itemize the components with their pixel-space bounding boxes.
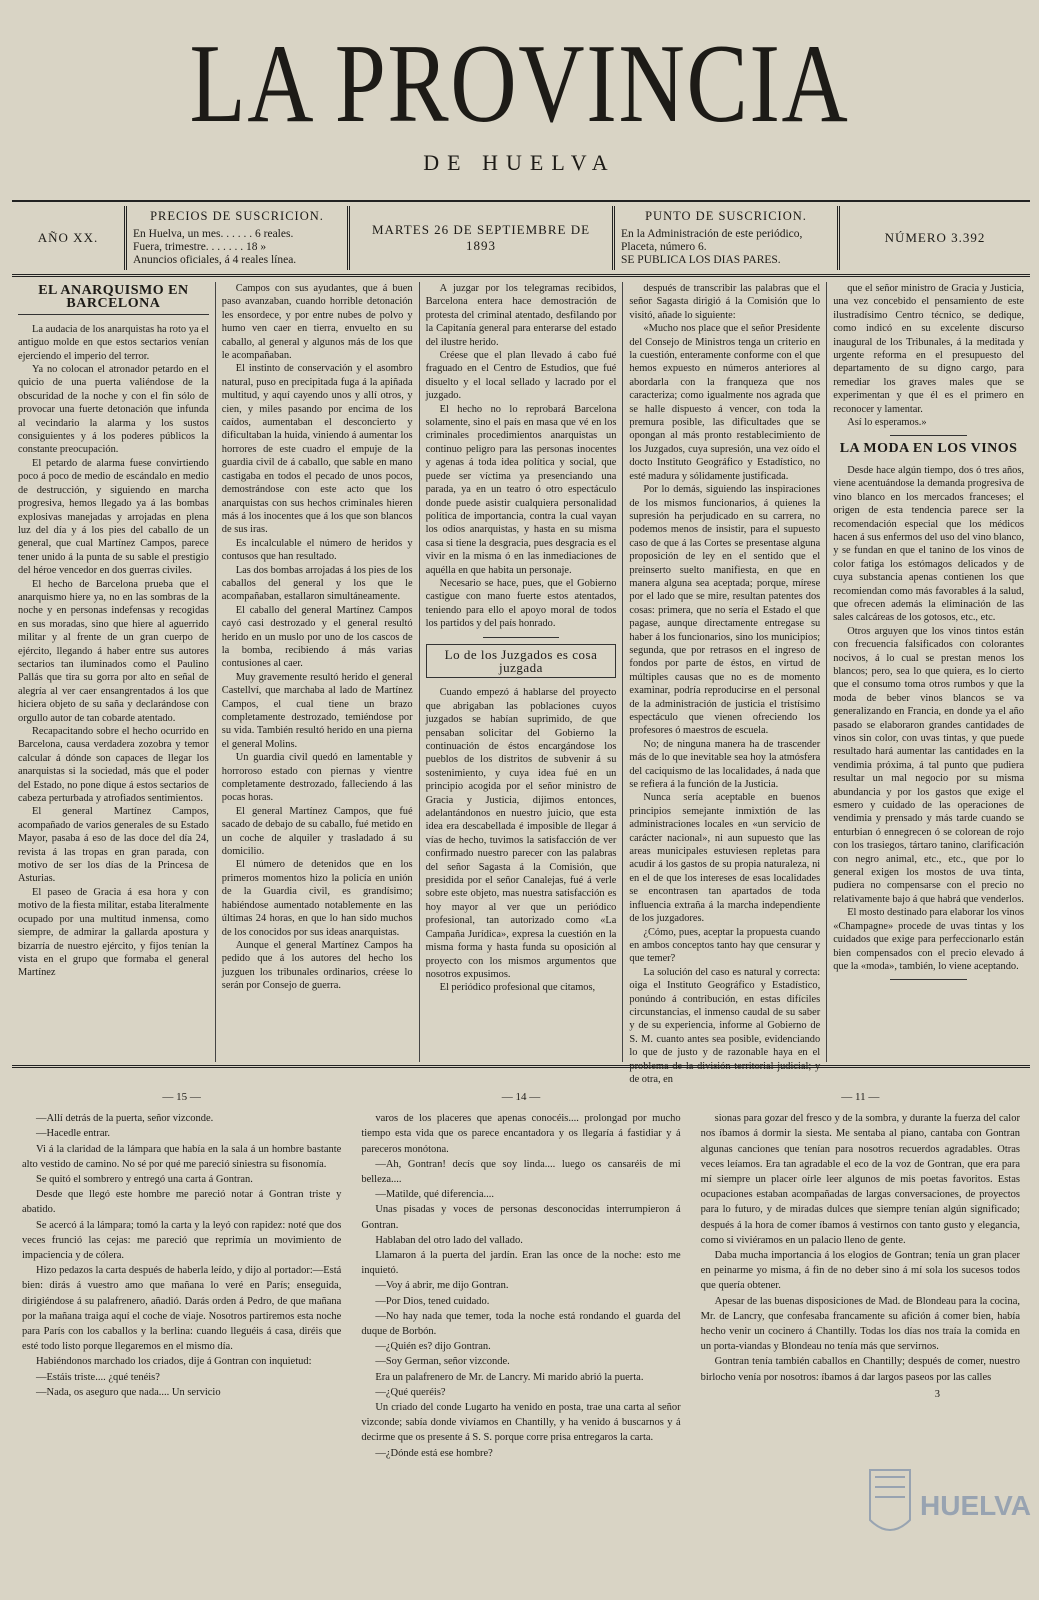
article-paragraph: El hecho de Barcelona prueba que el anarquismo hiere ya, no en las sombras de la noche y en personas indefensas y recogidas en sus moradas, sino que hiere al aguerrido militar y al frente de un gran cuerpo de ejército, llegando á haber entre sus autores sectarios tan iluminados como el Paulino Pallás que tira su gorra por alto en señal de alegría al ver caer ensangrentados á los que hiciera objeto de su saña y declarándose con orgullo autor de tan cobarde atentado. — [18, 578, 209, 724]
folletin-paragraph: Llamaron á la puerta del jardín. Eran las once de la noche: esto me inquietó. — [361, 1250, 681, 1277]
folletin-page-number: — 15 — — [162, 1091, 201, 1103]
issue-number: NÚMERO 3.392 — [884, 230, 986, 245]
folletin-divider — [12, 1065, 1030, 1068]
info-bar — [12, 206, 1030, 270]
article-paragraph: ¿Cómo, pues, aceptar la propuesta cuando en ambos conceptos tanto hay que censurar y que temer? — [629, 926, 821, 965]
folletin-page-number: — 14 — — [501, 1091, 541, 1103]
column-1 — [12, 282, 215, 1062]
folletin-paragraph: —Nada, os aseguro que nada.... Un servicio — [36, 1386, 221, 1398]
folletin-paragraph: Daba mucha importancia á los elogios de Gontran; tenía un gran placer en peinarme yo misma, á fin de no deber sino á mí sola los sucesos todos que quería obtener. — [700, 1250, 1020, 1292]
article-separator — [483, 637, 559, 638]
folletin-paragraph: Un criado del conde Lugarto ha venido en posta, trae una carta al señor vizconde; sabía donde vivíamos en Chantilly, y ha venido á buscarnos y á decirme que os presente á S. S. porque corre prisa entregaros la carta. — [361, 1402, 681, 1444]
column-2 — [215, 282, 419, 1062]
folletin-paragraph: Apesar de las buenas disposiciones de Mad. de Blondeau para la cocina, Mr. de Lancry, que confesaba francamente su afición á comer bien, había hecho venir un cocinero á Chantilly. Todas los días nos traía la comida en un porta-viandas y Blondeau no tenía más que servirnos. — [700, 1295, 1020, 1353]
top-rule — [12, 200, 1030, 202]
article-columns — [12, 282, 1030, 1085]
article-paragraph: El mosto destinado para elaborar los vinos «Champagne» procede de uvas tintas y los cuidados que exige para perfeccionarlo están bien compensados con el precio elevado á que la «moda», también, lo viene aceptando. — [833, 907, 1024, 972]
folletin-paragraph: —Voy á abrir, me dijo Gontran. — [375, 1280, 509, 1292]
folletin-paragraph: Era un palafrenero de Mr. de Lancry. Mi marido abrió la puerta. — [375, 1371, 644, 1383]
folletin-paragraph: —Por Dios, tened cuidado. — [375, 1295, 490, 1307]
folletin-paragraph: Gontran tenía también caballos en Chantilly; después de comer, nuestro birlocho venía por nosotros: íbamos á dar largos paseos por las calles — [700, 1356, 1020, 1383]
folletin-paragraph: —Matilde, qué diferencia.... — [375, 1189, 494, 1201]
folletin-paragraph: Vi á la claridad de la lámpara que había en la sala á un hombre bastante alto vestido de camino. No sé por qué me pareció siniestra su fisonomía. — [22, 1143, 342, 1170]
article-separator — [890, 979, 966, 980]
column-4 — [622, 282, 826, 1085]
article-paragraph: después de transcribir las palabras que el señor Sagasta dirigió á la Comisión que lo visitó, añade lo siguiente: — [629, 283, 821, 321]
folletin-paragraph: —Estáis triste.... ¿qué tenéis? — [36, 1371, 160, 1383]
folletin-column-middle — [351, 1090, 690, 1585]
folletin-paragraph: —¿Qué queréis? — [375, 1386, 446, 1398]
point-header: PUNTO DE SUSCRICION. — [645, 209, 807, 223]
folletin-paragraph: Desde que llegó este hombre me pareció notar á Gontran triste y abatido. — [22, 1189, 342, 1216]
folletin-paragraph: —¿Dónde está ese hombre? — [375, 1447, 493, 1459]
article-paragraph: Créese que el plan llevado á cabo fué fraguado en el Centro de Estudios, que fué disuelto y el local sellado y lacrado por el juzgado. — [425, 350, 617, 402]
article-paragraph: Así lo esperamos.» — [847, 417, 927, 429]
article-separator — [890, 435, 966, 436]
shield-icon — [870, 1470, 910, 1530]
article-paragraph: El caballo del general Martínez Campos cayó casi destrozado y el general resultó herido en un muslo por uno de los cascos de la bomba, recibiendo á más varias contusiones al caer. — [221, 604, 413, 670]
masthead — [0, 22, 1039, 176]
article-paragraph: El general Martínez Campos, acompañado de varios generales de su Estado Mayor, pasaba á eso de las doce del día 24, revista á las tropas en gran parada, con motivo de ser los días de la Princesa de Asturias. — [18, 806, 209, 885]
prices-line: En Huelva, un mes. . . . . . 6 reales. — [133, 228, 294, 240]
year-cell — [12, 206, 124, 270]
article-paragraph: Necesario se hace, pues, que el Gobierno castigue con mano fuerte estos atentados, teniendo para ello el apoyo moral de todos los partidos y del país honrado. — [425, 577, 617, 630]
article-paragraph: Por lo demás, siguiendo las inspiraciones de los mismos funcionarios, á quienes la supresión ha perjudicado en su carrera, no podemos menos de insistir, para el supuesto caso de que á las Cortes se presentase alguna proposición de ley en el sentido que el preinserto suelto manifiesta, en que en manera alguna sea aceptada; porque, mírese por el lado que se mire, resultan patentes dos cosas: primera, que no sería el Estado el que pagase, aunque directamente entregase su haber á los funcionarios, sino los municipios; segunda, que por retrasos en el ingreso de fondos por parte de éstos, en virtud de múltiples causas que no es de momento examinar, podría reproducirse en el personal de la administración de justicia el tristísimo espectáculo que vienen ofreciendo los profesores ó maestros de escuela. — [629, 484, 821, 737]
article-paragraph: Aunque el general Martínez Campos ha pedido que á los autores del hecho los juzguen los tribunales ordinarios, créese lo serán por Consejo de guerra. — [221, 939, 413, 992]
point-line: Placeta, número 6. — [621, 241, 707, 253]
article-paragraph: Desde hace algún tiempo, dos ó tres años, viene acentuándose la demanda progresiva de vino blanco en los mercados franceses; el origen de esta tendencia parece ser la recomendación especial que los médicos hacen á sus enfermos del uso del vino blanco, y se fundan en que el tanino de los vinos de color fatiga los estómagos delicados y de cuya substancia apenas contienen los que recomiendan como más favorables á la salud, que ofrecen además la eliminación de las sales calcáreas de los gotosos, etc., etc. — [833, 464, 1024, 624]
info-bottom-rule — [12, 274, 1030, 277]
archive-seal-watermark — [850, 1455, 1031, 1585]
folletin-paragraph: Hizo pedazos la carta después de haberla leído, y dijo al portador:—Está bien: dirás á vuestro amo que mañana lo veré en París; enseguida, dirigiéndose á su palafrenero, añadió. Darás orden á Pedro, de que mañana por la mañana traiga aquí el coche de viaje. Nosotros partiremos esta noche para París con los caballos y la berlina: cuando lleguéis á casa, diréis que esté todo listo porque llegaremos en el mismo día. — [22, 1265, 342, 1353]
article-paragraph: Es incalculable el número de heridos y contusos que han resultado. — [221, 537, 413, 563]
newspaper-subtitle: DE HUELVA — [423, 150, 616, 175]
prices-cell — [124, 206, 347, 270]
folletin-paragraph: Unas pisadas y voces de personas desconocidas interrumpieron á Gontran. — [361, 1204, 681, 1231]
folletin-paragraph: Se quitó el sombrero y entregó una carta á Gontran. — [36, 1174, 253, 1186]
article-paragraph: No; de ninguna manera ha de trascender más de lo que inevitable sea hoy la atmósfera del caciquismo de las localidades, á nada que se refiera á la función de la Justicia. — [629, 738, 821, 791]
article-paragraph: El paseo de Gracia á esa hora y con motivo de la fiesta militar, estaba literalmente ocupado por una multitud inmensa, como siempre, de admirar la gallarda apostura y bizarría de nuestro ejército, y fijos tenían la vista en el grupo que formaba el general Martínez — [18, 886, 209, 979]
seal-text: HUELVA — [920, 1490, 1031, 1521]
date-cell — [347, 206, 612, 270]
article-paragraph: Recapacitando sobre el hecho ocurrido en Barcelona, causa verdadera zozobra y temor calcular á dónde son capaces de llegar los anarquistas si la sociedad, más que el poder del Estado, no pone dique á estos sectarios de cabeza perturbada y atrofiados sentimientos. — [18, 726, 209, 805]
column-3 — [419, 282, 623, 1062]
folletin-paragraph: —Soy German, señor vizconde. — [375, 1356, 510, 1368]
subscription-point-cell — [612, 206, 837, 270]
article-paragraph: Campos con sus ayudantes, que á buen paso avanzaban, cuando horrible detonación les ensordece, y por entre nubes de polvo y humo ven caer en tierra, envuelto en su caballo, al general y algunos más de los que le acompañaban. — [221, 283, 413, 362]
prices-header: PRECIOS DE SUSCRICION. — [150, 209, 324, 223]
article-paragraph: Nunca sería aceptable en buenos principios semejante inmixtión de las administraciones locales en «un servicio de carácter nacional», ni aun supuesto que las areas municipales estuviesen repletas para acudir á los gastos de su propia naturaleza, ni en el de que los intereses de esas localidades se encontrasen tan apartados de toda influencia extraña á la marcha independiente de los juzgadores. — [629, 792, 821, 925]
folletin-paragraph: —Ah, Gontran! decís que soy linda.... luego os cansaréis de mi belleza.... — [361, 1158, 681, 1186]
prices-line: Fuera, trimestre. . . . . . . 18 » — [133, 241, 267, 253]
number-cell — [837, 206, 1030, 270]
article-paragraph: Ya no colocan el atronador petardo en el quicio de una puerta valiéndose de la obscuridad de la noche y con el fin sólo de provocar una fuerte detonación que infunda al vecindario la alarma y los sustos consiguientes y á los poderes públicos la constante preocupación. — [18, 364, 209, 456]
headline-anarquismo: EL ANARQUISMO EN BARCELONA — [18, 284, 209, 315]
article-paragraph: El periódico profesional que citamos, — [439, 982, 596, 994]
article-paragraph: Otros arguyen que los vinos tintos están con frecuencia falsificados con colorantes nocivos, á lo cual se prestan menos los blancos; pero, sea lo que quiera, es lo cierto que el consumo toma otros rumbos y que la moda de beber vinos blancos se va generalizando en Francia, en donde ya el año pasado se elaboraron grandes cantidades de vinos sin color, con uvas tintas, y que puede resultado hará aumentar las cantidades en la vendimia próxima, á tal punto que pudiera resultar un mal negocio por su misma abundancia y por los gastos que exige el esmero y cuidado de las operaciones de vendimia y prensado y más tarde cuando se enturbian ó ennegrecen ó se colorean de rojo con los trasiegos, tártaro tanino, clarificación con negro animal, etc., etc., que por lo general exigen los mostos de uva tinta, pudiera no compensarse con el precio no relativamente bajo á que habrá que venderlos. — [833, 625, 1024, 905]
article-paragraph: La solución del caso es natural y correcta: oiga el Instituto Geográfico y Estadístico, ponúndo á contribución, en estas difíciles circunstancias, el inmenso caudal de su saber y de su experiencia, informe al Gobierno de S. M. cuanto antes sea posible, evidenciando lo que de justo y de razonable haya en el problema de la división territorial judicial; y de otra, en — [629, 966, 821, 1085]
article-paragraph: Las dos bombas arrojadas á los pies de los caballos del general y los que le acompañaban, estallaron simultáneamente. — [221, 564, 413, 603]
point-line: SE PUBLICA LOS DIAS PARES. — [621, 254, 781, 266]
folletin-column-left — [12, 1090, 351, 1585]
article-paragraph: El petardo de alarma fuese convirtiendo poco á poco de medio de escándalo en medio de destrucción, y siguiendo en marcha progresiva, hemos llegado ya á las bombas explosivas manejadas y arrojadas en plena luz del día y á los pies del caballo de un general, que cual Martínez Campos, parece tener unido á la punta de su sable el prestigio del héroe vencedor en dos guerras civiles. — [18, 457, 209, 577]
headline-moda-vinos: LA MODA EN LOS VINOS — [839, 441, 1018, 457]
article-paragraph: que el señor ministro de Gracia y Justicia, una vez concebido el pensamiento de este ilustradísimo Centro técnico, se dedique, como indicó en su excelente discurso inaugural de los Tribunales, á la meditada y urgente reforma en el presupuesto del departamento de su digno cargo, para remediar los graves males que se experimentan y que él es el primero en reconocer y lamentar. — [833, 283, 1024, 415]
folletin-page-number: — 11 — — [841, 1091, 880, 1103]
issue-date: MARTES 26 DE SEPTIEMBRE DE 1893 — [371, 222, 591, 253]
article-paragraph: El instinto de conservación y el asombro natural, puso en precipitada fuga á la apiñada multitud, y aquí cayendo unos y allí otros, y cien, y miles pasando por encima de los caídos, aumentaban el desconcierto y dificultaban la huida, viniendo á aumentar los horrores de este cuadro el empuje de la guardia civil de á caballo, que sable en mano castigaba en todos el pecado de unos pocos, demostrándose con este acto que los anarquistas con sus hechos criminales hieren más á los inocentes que á los que son blancos de sus iras. — [221, 363, 413, 536]
folletin-paragraph: —Allí detrás de la puerta, señor vizconde. — [36, 1113, 214, 1125]
folletin-paragraph: Se acercó á la lámpara; tomó la carta y la leyó con rapidez: noté que dos veces frunció las cejas: me pareció que reprimía un movimiento de impaciencia y de cólera. — [22, 1219, 342, 1262]
folletin-paragraph: Hablaban del otro lado del vallado. — [375, 1234, 523, 1246]
folletin-paragraph: sionas para gozar del fresco y de la sombra, y durante la fuerza del calor nos íbamos á dormir la siesta. Me sentaba al piano, cantaba con Gontran algunas canciones que tenían para nosotros recuerdos agradables. Otras veces leíamos. Era tan agradable el eco de la voz de Gontran, que era para mí siempre un placer oírle leer algunos de mis poetas favoritos. Estas ocupaciones estaban acompañadas de largas conversaciones, de proyectos para lo futuro, y de miradas dulces que siempre tenían algún significado; después á la hora de comer íbamos á vestirnos con tanto gusto y elegancia, como si viviéramos en un palacio lleno de gente. — [700, 1113, 1020, 1246]
folletin-footer-number: 3 — [934, 1388, 940, 1400]
folletin-paragraph: —Hacedle entrar. — [36, 1128, 111, 1140]
article-paragraph: La audacia de los anarquistas ha roto ya el antiguo molde en que estos sectarios venían ejerciendo el imperio del terror. — [18, 323, 209, 362]
article-paragraph: Un guardia civil quedó en lamentable y horroroso estado con piernas y vientre completamente destrozado, falleciendo á las pocas horas. — [221, 752, 413, 804]
article-paragraph: El general Martínez Campos, que fué sacado de debajo de su caballo, fué metido en un coche de alquiler y trasladado á su domicilio. — [221, 805, 413, 858]
folletin-paragraph: Habiéndonos marchado los criados, dije á Gontran con inquietud: — [36, 1356, 312, 1368]
newspaper-title: LA PROVINCIA — [189, 22, 850, 146]
point-line: En la Administración de este periódico, — [621, 228, 803, 240]
column-5 — [826, 282, 1030, 1062]
folletin-paragraph: —No hay nada que temer, toda la noche está rondando el guarda del duque de Borbón. — [361, 1310, 681, 1338]
article-paragraph: El hecho no lo reprobará Barcelona solamente, sino el país en masa que vé en los criminales procedimientos anarquistas un continuo peligro para las personas inocentes y agenas á toda idea política y social, que puede ser víctima ya presenciando una parada, ya en un teatro ó otro espectáculo donde puede asistir cualquiera personalidad política de importancia, contra la cual vayan los odios anarquistas, y hasta en su misma casa si tiene la desgracia, pues desgracia es el vivir en la misma ó en las inmediaciones de aquélla en que habita un personaje. — [425, 403, 617, 576]
article-paragraph: Cuando empezó á hablarse del proyecto que abrigaban las poblaciones cuyos juzgados se habían suprimido, de que pensaban solicitar del Gobierno la continuación de éstos encargándose los pueblos de los distritos de subvenir á su sostenimiento, y cuya idea fué en un principio acogida por el señor ministro de Gracia y Justicia, dijimos entonces, adelantándonos en nuestro juicio, que esta idea era descabellada é imposible de llegar á vías de hecho, tuvimos la satisfacción de ver confirmado nuestro parecer con las palabras del señor Sagasta á la Comisión, que presidida por el señor Canalejas, fué á verle sobre este objeto, mas nuestra satisfacción es hoy mayor al ver que un periódico profesional, tan autorizado como «La Campaña Jurídica», expresa la cuestión en la misma forma y hasta funda su oposición al proyecto con los mismos argumentos que nosotros expusimos. — [425, 687, 617, 980]
article-paragraph: A juzgar por los telegramas recibidos, Barcelona entera hace demostración de protesta del criminal atentado, desfilando por la Capitanía general para enterarse del estado del ilustre herido. — [425, 283, 617, 348]
folletin-paragraph: —¿Quién es? dijo Gontran. — [375, 1341, 491, 1353]
article-paragraph: Muy gravemente resultó herido el general Castellví, que marchaba al lado de Martínez Campos, el cual tiene un brazo completamente destrozado, temiéndose por su vida. También resultó herido en una pierna el general Molins. — [221, 671, 413, 750]
year-label: AÑO XX. — [37, 230, 99, 245]
headline-juzgados: Lo de los Juzgados es cosa juzgada — [426, 644, 617, 679]
article-paragraph: «Mucho nos place que el señor Presidente del Consejo de Ministros tenga un criterio en la cuestión, enteramente conforme con el que hemos expuesto en números anteriores al abordarla con la franqueza que nos caracteriza; como igualmente nos agrada que se halle dispuesto á vencer, con toda la premura posible, las dificultades que se opongan al más pronto restablecimiento de los Juzgados, cuya supresión, una vez oído el docto Instituto Geográfico y Estadístico, no esté madura y sólidamente justificada. — [629, 323, 821, 482]
prices-line: Anuncios oficiales, á 4 reales línea. — [133, 254, 297, 266]
folletin-paragraph: varos de los placeres que apenas conocéis.... prolongad por mucho tiempo esta vida que os parece encantadora y os llegaría á fastidiar y á pareceros monótona. — [361, 1113, 681, 1155]
article-paragraph: El número de detenidos que en los primeros momentos hizo la policía en unión de la Guardia civil, es grandísimo; habiéndose aumentado notablemente en las últimas 24 horas, en que lo han sido muchos de los conocidos por sus ideas anarquistas. — [221, 859, 413, 938]
